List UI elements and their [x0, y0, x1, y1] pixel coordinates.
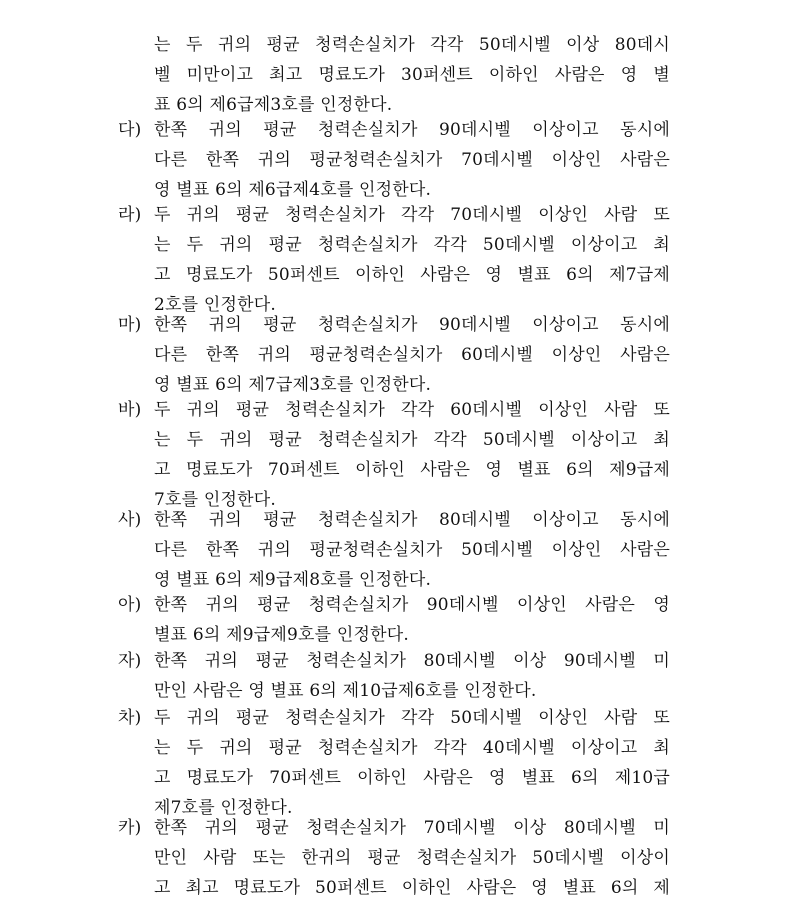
text-line: 다른 한쪽 귀의 평균청력손실치가 60데시벨 이상인 사람은: [154, 345, 670, 365]
text-line: 고 최고 명료도가 50퍼센트 이하인 사람은 영 별표 6의 제: [154, 878, 670, 898]
item-marker: 다): [118, 120, 142, 140]
text-line: 영 별표 6의 제9급제8호를 인정한다.: [154, 570, 432, 590]
text-line: 영 별표 6의 제7급제3호를 인정한다.: [154, 375, 432, 395]
text-line-body: 한쪽 귀의 평균 청력손실치가 80데시벨 이상 90데시벨 미: [154, 651, 670, 671]
text-line: [118, 310, 670, 340]
text-line: 7호를 인정한다.: [154, 490, 276, 510]
text-line: [118, 115, 670, 145]
text-line: 고 명료도가 70퍼센트 이하인 사람은 영 별표 6의 제10급: [154, 768, 670, 788]
text-line: 만인 사람은 영 별표 6의 제10급제6호를 인정한다.: [154, 681, 537, 701]
text-line: 는 두 귀의 평균 청력손실치가 각각 50데시벨 이상이고 최: [154, 235, 670, 255]
text-line: 만인 사람 또는 한귀의 평균 청력손실치가 50데시벨 이상이: [154, 848, 670, 868]
text-line: 표 6의 제6급제3호를 인정한다.: [154, 95, 393, 115]
item-marker: 사): [118, 510, 142, 530]
text-line-body: 한쪽 귀의 평균 청력손실치가 90데시벨 이상이고 동시에: [154, 315, 670, 335]
text-line: 별표 6의 제9급제9호를 인정한다.: [154, 625, 409, 645]
text-line: 고 명료도가 50퍼센트 이하인 사람은 영 별표 6의 제7급제: [154, 265, 670, 285]
text-line: [118, 200, 670, 230]
text-line: 벨 미만이고 최고 명료도가 30퍼센트 이하인 사람은 영 별: [154, 65, 670, 85]
text-line: [118, 646, 670, 676]
text-line: 는 두 귀의 평균 청력손실치가 각각 50데시벨 이상 80데시: [154, 35, 670, 55]
text-line: 제7호를 인정한다.: [154, 798, 293, 818]
item-marker: 바): [118, 400, 142, 420]
item-marker: 마): [118, 315, 142, 335]
text-line-body: 두 귀의 평균 청력손실치가 각각 70데시벨 이상인 사람 또: [154, 205, 670, 225]
text-line: 다른 한쪽 귀의 평균청력손실치가 50데시벨 이상인 사람은: [154, 540, 670, 560]
text-line-body: 한쪽 귀의 평균 청력손실치가 80데시벨 이상이고 동시에: [154, 510, 670, 530]
text-line: 고 명료도가 70퍼센트 이하인 사람은 영 별표 6의 제9급제: [154, 460, 670, 480]
text-line: 2호를 인정한다.: [154, 295, 276, 315]
text-line: 다른 한쪽 귀의 평균청력손실치가 70데시벨 이상인 사람은: [154, 150, 670, 170]
text-line: [118, 813, 670, 843]
text-line-body: 두 귀의 평균 청력손실치가 각각 60데시벨 이상인 사람 또: [154, 400, 670, 420]
text-line: [118, 590, 670, 620]
text-line-body: 한쪽 귀의 평균 청력손실치가 70데시벨 이상 80데시벨 미: [154, 818, 670, 838]
text-line: 는 두 귀의 평균 청력손실치가 각각 40데시벨 이상이고 최: [154, 738, 670, 758]
text-line-body: 한쪽 귀의 평균 청력손실치가 90데시벨 이상이고 동시에: [154, 120, 670, 140]
item-marker: 자): [118, 651, 142, 671]
text-line: [118, 703, 670, 733]
item-marker: 아): [118, 595, 142, 615]
text-line: 영 별표 6의 제6급제4호를 인정한다.: [154, 180, 432, 200]
item-marker: 카): [118, 818, 142, 838]
text-line-body: 두 귀의 평균 청력손실치가 각각 50데시벨 이상인 사람 또: [154, 708, 670, 728]
text-line: [118, 395, 670, 425]
text-line: [118, 505, 670, 535]
item-marker: 라): [118, 205, 142, 225]
text-line-body: 한쪽 귀의 평균 청력손실치가 90데시벨 이상인 사람은 영: [154, 595, 670, 615]
text-line: 는 두 귀의 평균 청력손실치가 각각 50데시벨 이상이고 최: [154, 430, 670, 450]
item-marker: 차): [118, 708, 142, 728]
